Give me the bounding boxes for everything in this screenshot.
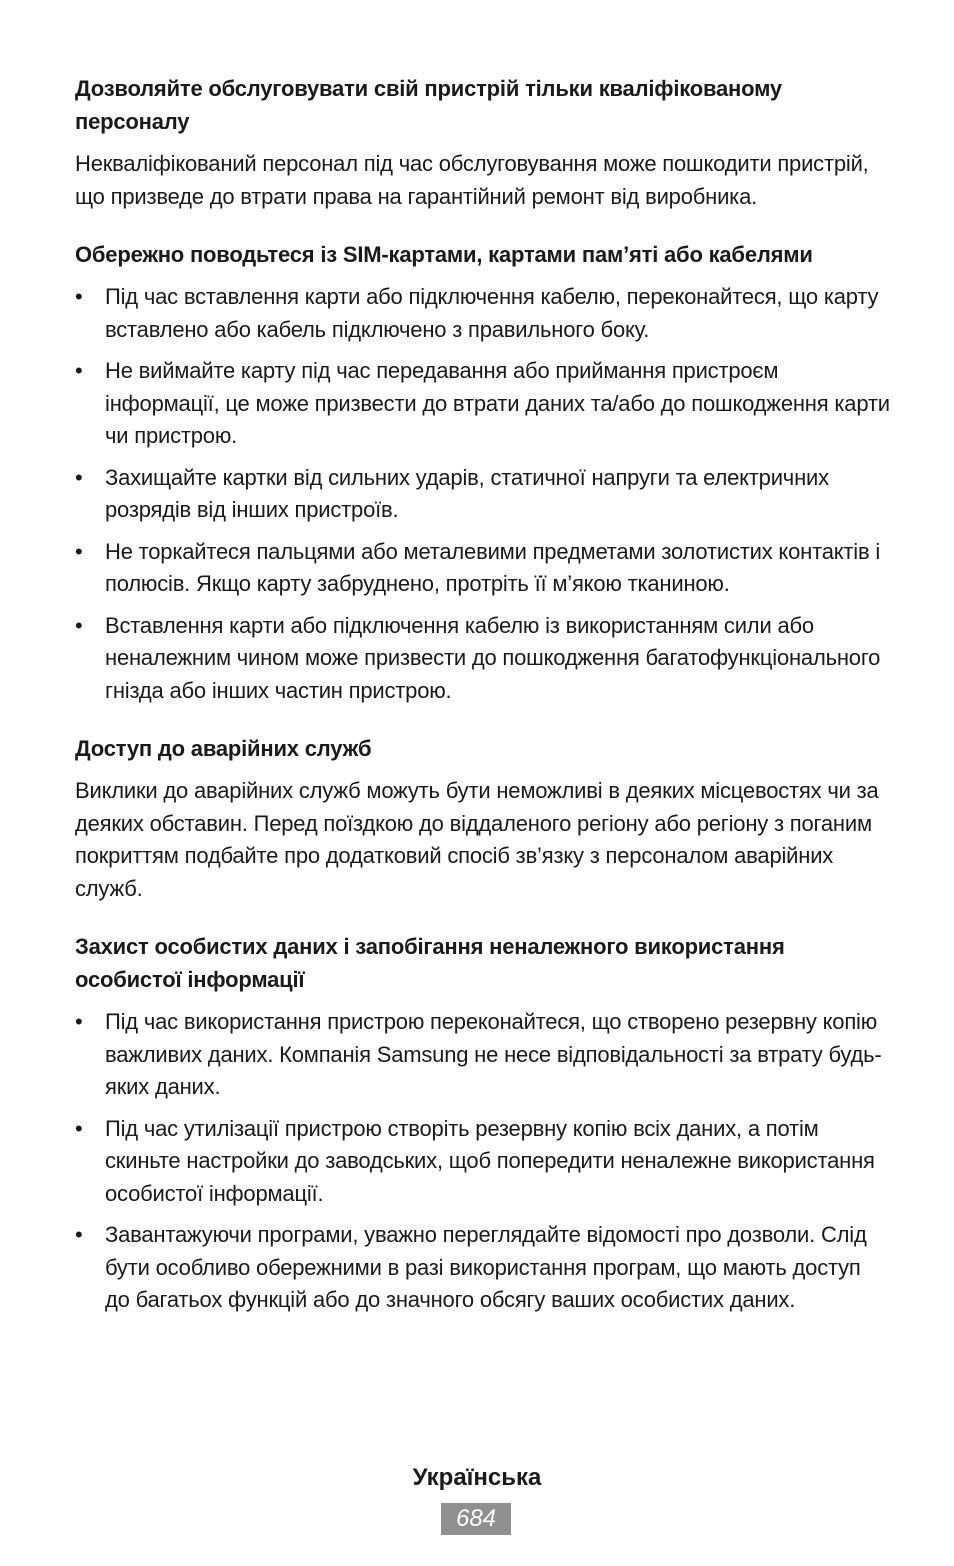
list-item — [75, 355, 890, 453]
bullet-list — [75, 281, 890, 707]
bullet-dot: • — [75, 538, 83, 564]
document-body — [75, 72, 890, 1342]
bullet-list — [75, 1006, 890, 1317]
bullet-dot: • — [75, 1009, 83, 1034]
list-item — [75, 1113, 890, 1211]
section-heading: Обережно поводьтеся із SIM-картами, картами пам’яті або кабелями — [75, 242, 813, 267]
list-item — [75, 281, 890, 346]
section-personal-data — [75, 930, 890, 1317]
list-item-text: Завантажуючи програми, уважно переглядайте відомості про дозволи. Слід бути особливо обережними в разі використання програм, що мають доступ до багатьох функцій або до значного обсягу ваших особистих даних. — [105, 1222, 867, 1312]
footer-language: Українська — [412, 1464, 542, 1491]
list-item-text: Не торкайтеся пальцями або металевими предметами золотистих контактів і полюсів. Якщо карту забруднено, протріть її м’якою тканиною. — [105, 538, 881, 596]
list-item-text: Вставлення карти або підключення кабелю із використанням сили або неналежним чином може призвести до пошкодження багатофункціонального гнізда або інших частин пристрою. — [105, 612, 881, 703]
list-item-text: Під час використання пристрою переконайтеся, що створено резервну копію важливих даних. Компанія Samsung не несе відповідальності за втрату будь-яких даних. — [105, 1009, 882, 1099]
bullet-dot: • — [75, 358, 83, 383]
list-item — [75, 610, 890, 708]
bullet-dot: • — [75, 284, 83, 309]
list-item — [75, 1219, 890, 1317]
list-item-text: Під час вставлення карти або підключення кабелю, переконайтеся, що карту вставлено або кабель підключено з правильного боку. — [105, 284, 879, 342]
section-paragraph: Виклики до аварійних служб можуть бути неможливі в деяких місцевостях чи за деяких обставин. Перед поїздкою до віддаленого регіону або регіону з поганим покриттям подбайте про додатковий спосіб зв’язку з персоналом аварійних служб. — [75, 778, 879, 901]
bullet-dot: • — [75, 464, 83, 490]
list-item — [75, 1006, 890, 1104]
list-item-text: Захищайте картки від сильних ударів, статичної напруги та електричних розрядів від інших пристроїв. — [105, 464, 829, 522]
list-item-text: Не виймайте карту під час передавання або приймання пристроєм інформації, це може призвести до втрати даних та/або до пошкодження карти чи пристрою. — [105, 358, 890, 448]
bullet-dot: • — [75, 1222, 83, 1247]
section-emergency-services — [75, 732, 890, 905]
section-heading: Доступ до аварійних служб — [75, 736, 372, 761]
section-paragraph: Некваліфікований персонал під час обслуговування може пошкодити пристрій, що призведе до втрати права на гарантійний ремонт від виробника. — [75, 151, 869, 209]
bullet-dot: • — [75, 1115, 83, 1141]
list-item — [75, 536, 890, 601]
section-heading: Захист особистих даних і запобігання неналежного використання особистої інформації — [75, 934, 785, 992]
section-qualified-service — [75, 72, 890, 213]
page-number: 684 — [441, 1503, 511, 1535]
list-item — [75, 462, 890, 527]
list-item-text: Під час утилізації пристрою створіть резервну копію всіх даних, а потім скиньте настройки до заводських, щоб попередити неналежне використання особистої інформації. — [105, 1115, 875, 1206]
section-sim-cards — [75, 238, 890, 707]
section-heading: Дозволяйте обслуговувати свій пристрій тільки кваліфікованому персоналу — [75, 76, 782, 134]
bullet-dot: • — [75, 612, 83, 638]
